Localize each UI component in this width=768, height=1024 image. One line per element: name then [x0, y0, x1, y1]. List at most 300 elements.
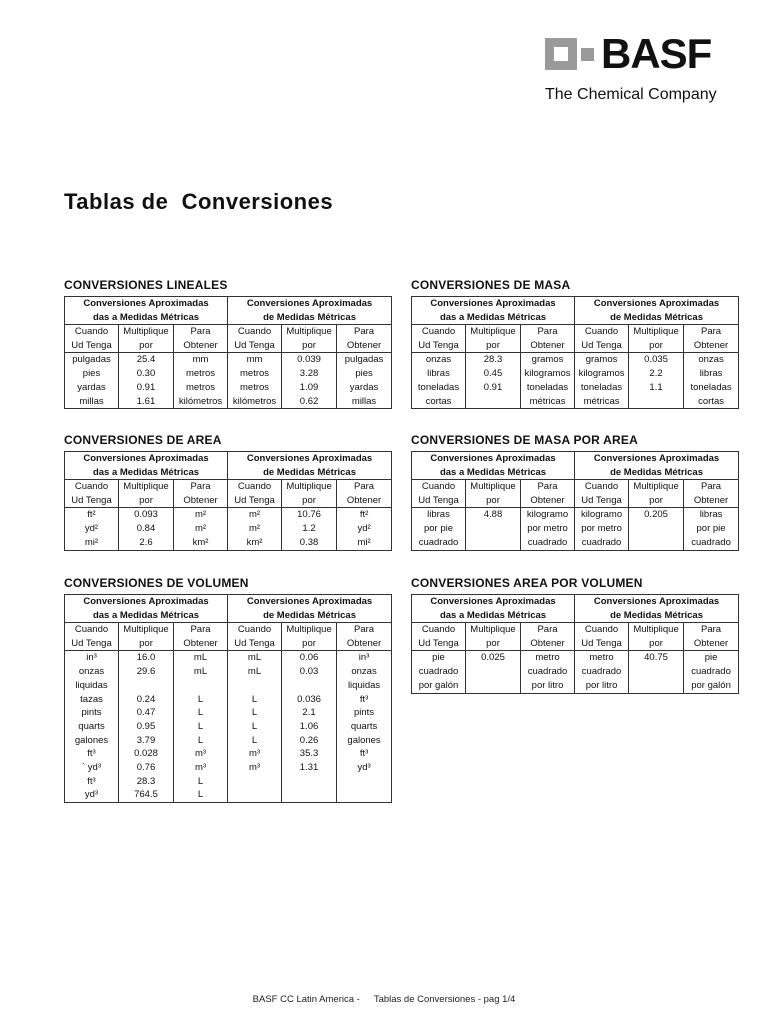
table-cell: cuadrado	[684, 665, 739, 679]
table-row	[65, 522, 392, 536]
group-header-line: Conversiones Aproximadas	[83, 298, 209, 309]
table-cell: mL	[174, 665, 228, 679]
group-header-line: Conversiones Aproximadas	[593, 298, 720, 309]
table-cell: 29.6	[119, 665, 174, 679]
table-cell	[466, 679, 521, 693]
column-header: Multiplique	[629, 325, 684, 339]
table-cell	[629, 665, 684, 679]
group-header-line: Conversiones Aproximadas	[430, 298, 556, 309]
table-cell: yd³	[65, 788, 119, 802]
group-header-right	[575, 297, 739, 325]
column-header: Cuando	[412, 623, 466, 637]
column-header: por	[466, 339, 521, 353]
section-lineales	[64, 278, 391, 409]
table-row	[65, 747, 392, 761]
table-cell	[629, 679, 684, 693]
table-cell: 0.039	[282, 353, 337, 367]
logo-square-small	[581, 48, 594, 61]
column-header: por	[629, 637, 684, 651]
section-area-por-volumen	[411, 576, 738, 694]
column-header: Cuando	[575, 480, 629, 494]
table-cell: kilómetros	[174, 395, 228, 409]
table-cell: in³	[65, 651, 119, 665]
table-cell: ft³	[65, 747, 119, 761]
column-header: Multiplique	[466, 325, 521, 339]
table-cell: por litro	[575, 679, 629, 693]
table-cell: 0.45	[466, 367, 521, 381]
table-cell: pies	[337, 367, 392, 381]
column-header: Ud Tenga	[228, 339, 282, 353]
table-cell: 2.6	[119, 536, 174, 550]
table-cell: ` yd³	[65, 761, 119, 775]
column-header: Cuando	[575, 623, 629, 637]
table-row	[412, 381, 739, 395]
table-cell: 2.1	[282, 706, 337, 720]
table-cell: metros	[174, 367, 228, 381]
table-cell: por litro	[521, 679, 575, 693]
section-title: CONVERSIONES DE AREA	[64, 433, 222, 447]
group-header-right	[575, 452, 739, 480]
group-header-line: Conversiones Aproximadas	[593, 596, 720, 607]
table-cell: in³	[337, 651, 392, 665]
column-header: Ud Tenga	[228, 637, 282, 651]
table-row	[65, 761, 392, 775]
group-header-right	[228, 452, 392, 480]
table-cell: liquidas	[65, 679, 119, 693]
table-cell: 3.28	[282, 367, 337, 381]
footer-right: Tablas de Conversiones - pag 1/4	[373, 994, 516, 1005]
table-cell: metros	[174, 381, 228, 395]
table-cell: cuadrado	[575, 665, 629, 679]
table-cell	[466, 522, 521, 536]
table-row	[412, 522, 739, 536]
table-cell: yd³	[337, 761, 392, 775]
conversion-table	[64, 451, 392, 551]
table-cell	[282, 775, 337, 789]
table-cell: 1.06	[282, 720, 337, 734]
group-header-right	[228, 297, 392, 325]
table-cell	[282, 679, 337, 693]
table-cell: ft²	[337, 508, 392, 522]
table-cell: cuadrado	[684, 536, 739, 550]
table-cell: 1.1	[629, 381, 684, 395]
table-cell: toneladas	[521, 381, 575, 395]
table-cell: cortas	[412, 395, 466, 409]
column-header: Obtener	[521, 339, 575, 353]
table-cell	[228, 788, 282, 802]
section-masa	[411, 278, 738, 409]
table-cell: m²	[228, 508, 282, 522]
table-cell	[282, 788, 337, 802]
table-cell: 2.2	[629, 367, 684, 381]
table-cell: 0.028	[119, 747, 174, 761]
table-row	[65, 665, 392, 679]
table-cell: m³	[174, 747, 228, 761]
table-row	[65, 693, 392, 707]
column-header: Ud Tenga	[228, 494, 282, 508]
table-cell: km²	[228, 536, 282, 550]
column-header: Obtener	[337, 339, 392, 353]
table-row	[65, 367, 392, 381]
column-header: por	[629, 494, 684, 508]
table-cell: 0.06	[282, 651, 337, 665]
table-cell: toneladas	[575, 381, 629, 395]
column-header: Multiplique	[466, 623, 521, 637]
column-header: Para	[174, 480, 228, 494]
table-cell: ft³	[337, 747, 392, 761]
column-header: por	[119, 637, 174, 651]
column-header: Obtener	[337, 494, 392, 508]
table-cell: métricas	[575, 395, 629, 409]
group-header-left	[412, 595, 575, 623]
table-cell: km²	[174, 536, 228, 550]
table-cell: 10.76	[282, 508, 337, 522]
table-row	[65, 706, 392, 720]
table-cell: L	[174, 706, 228, 720]
column-header: Obtener	[684, 494, 739, 508]
conversion-table	[64, 594, 392, 803]
table-cell: onzas	[684, 353, 739, 367]
column-header: por	[629, 339, 684, 353]
logo-wordmark: BASF	[601, 30, 712, 77]
table-cell: 0.205	[629, 508, 684, 522]
column-header: Ud Tenga	[575, 637, 629, 651]
column-header: Multiplique	[119, 325, 174, 339]
group-header-line: das a Medidas Métricas	[439, 311, 547, 323]
table-row	[65, 775, 392, 789]
table-cell	[337, 775, 392, 789]
table-cell: metro	[521, 651, 575, 665]
table-cell: por pie	[412, 522, 466, 536]
group-header-left	[65, 297, 228, 325]
conversion-table	[411, 296, 739, 409]
table-cell: libras	[412, 508, 466, 522]
table-cell: 1.2	[282, 522, 337, 536]
column-header: Obtener	[337, 637, 392, 651]
group-header-line: Conversiones Aproximadas	[246, 298, 373, 309]
column-header: Multiplique	[282, 325, 337, 339]
table-row	[65, 395, 392, 409]
column-header: Ud Tenga	[65, 494, 119, 508]
table-cell: pulgadas	[337, 353, 392, 367]
table-cell: 0.91	[119, 381, 174, 395]
column-header: Para	[684, 325, 739, 339]
table-cell: L	[228, 706, 282, 720]
group-header-line: Conversiones Aproximadas	[246, 453, 373, 464]
table-cell: cuadrado	[521, 536, 575, 550]
column-header: por	[282, 494, 337, 508]
column-header: Ud Tenga	[412, 339, 466, 353]
section-title: CONVERSIONES LINEALES	[64, 278, 228, 292]
table-cell: metro	[575, 651, 629, 665]
table-cell: 0.38	[282, 536, 337, 550]
table-cell: pie	[412, 651, 466, 665]
table-row	[65, 734, 392, 748]
table-cell	[629, 395, 684, 409]
group-header-line: Conversiones Aproximadas	[430, 596, 556, 607]
table-cell: pints	[337, 706, 392, 720]
table-cell: yardas	[337, 381, 392, 395]
table-cell: 0.26	[282, 734, 337, 748]
column-header: Para	[337, 623, 392, 637]
table-cell: toneladas	[412, 381, 466, 395]
column-header: Multiplique	[629, 480, 684, 494]
table-cell: 764.5	[119, 788, 174, 802]
table-cell: por metro	[575, 522, 629, 536]
table-cell: metros	[228, 381, 282, 395]
table-row	[65, 788, 392, 802]
column-header: Obtener	[174, 637, 228, 651]
table-cell	[119, 679, 174, 693]
table-cell: 28.3	[119, 775, 174, 789]
table-cell: pulgadas	[65, 353, 119, 367]
table-cell	[629, 536, 684, 550]
column-header: Ud Tenga	[65, 637, 119, 651]
table-cell: kilogramos	[575, 367, 629, 381]
table-cell: yd²	[337, 522, 392, 536]
table-cell: 4.88	[466, 508, 521, 522]
column-header: Multiplique	[629, 623, 684, 637]
group-header-line: de Medidas Métricas	[610, 466, 703, 478]
group-header-right	[575, 595, 739, 623]
logo-tagline: The Chemical Company	[545, 86, 717, 103]
table-cell: mL	[174, 651, 228, 665]
table-cell: 0.62	[282, 395, 337, 409]
table-cell: 0.03	[282, 665, 337, 679]
table-row	[65, 536, 392, 550]
table-cell: 0.093	[119, 508, 174, 522]
column-header: Para	[174, 623, 228, 637]
conversion-table	[64, 296, 392, 409]
logo-square-large	[545, 38, 577, 70]
group-header-line: das a Medidas Métricas	[439, 466, 547, 478]
table-cell: 0.035	[629, 353, 684, 367]
section-title: CONVERSIONES AREA POR VOLUMEN	[411, 576, 643, 590]
table-cell: ft³	[337, 693, 392, 707]
table-cell: onzas	[65, 665, 119, 679]
column-header: Para	[521, 325, 575, 339]
column-header: por	[282, 637, 337, 651]
table-cell: kilogramo	[575, 508, 629, 522]
table-cell	[466, 665, 521, 679]
table-cell: cuadrado	[412, 665, 466, 679]
footer-left: BASF CC Latin America -	[252, 994, 360, 1005]
table-row	[65, 651, 392, 665]
table-cell: gramos	[521, 353, 575, 367]
table-cell: L	[174, 734, 228, 748]
column-header: Cuando	[65, 325, 119, 339]
column-header: Cuando	[228, 325, 282, 339]
table-cell: quarts	[65, 720, 119, 734]
table-row	[65, 381, 392, 395]
table-cell: galones	[337, 734, 392, 748]
table-cell	[466, 395, 521, 409]
table-cell: 0.24	[119, 693, 174, 707]
column-header: Obtener	[684, 637, 739, 651]
table-cell: yardas	[65, 381, 119, 395]
table-cell: pies	[65, 367, 119, 381]
column-header: por	[466, 494, 521, 508]
table-cell: cortas	[684, 395, 739, 409]
group-header-line: de Medidas Métricas	[610, 311, 703, 323]
table-cell: onzas	[337, 665, 392, 679]
table-cell	[629, 522, 684, 536]
table-cell: 0.84	[119, 522, 174, 536]
column-header: por	[119, 339, 174, 353]
column-header: Multiplique	[119, 623, 174, 637]
conversion-table	[411, 594, 739, 694]
group-header-line: de Medidas Métricas	[263, 609, 356, 621]
group-header-line: Conversiones Aproximadas	[83, 596, 209, 607]
table-row	[65, 679, 392, 693]
table-cell: pints	[65, 706, 119, 720]
table-cell: liquidas	[337, 679, 392, 693]
table-cell: libras	[684, 367, 739, 381]
table-cell: m²	[174, 522, 228, 536]
column-header: Ud Tenga	[412, 494, 466, 508]
table-cell: 1.31	[282, 761, 337, 775]
column-header: Multiplique	[119, 480, 174, 494]
group-header-line: de Medidas Métricas	[610, 609, 703, 621]
table-cell: L	[174, 788, 228, 802]
table-cell: 35.3	[282, 747, 337, 761]
table-cell: m³	[174, 761, 228, 775]
page-footer	[0, 994, 768, 1005]
table-cell: L	[174, 775, 228, 789]
table-cell: kilómetros	[228, 395, 282, 409]
column-header: Para	[684, 623, 739, 637]
table-cell: libras	[684, 508, 739, 522]
table-cell: mm	[228, 353, 282, 367]
column-header: Para	[521, 623, 575, 637]
column-header: Ud Tenga	[412, 637, 466, 651]
column-header: Obtener	[174, 339, 228, 353]
table-cell: m²	[174, 508, 228, 522]
table-row	[412, 395, 739, 409]
table-cell: 1.09	[282, 381, 337, 395]
column-header: Cuando	[65, 623, 119, 637]
table-cell: quarts	[337, 720, 392, 734]
table-row	[412, 651, 739, 665]
table-row	[65, 353, 392, 367]
group-header-line: das a Medidas Métricas	[439, 609, 547, 621]
table-cell: ft²	[65, 508, 119, 522]
section-title: CONVERSIONES DE VOLUMEN	[64, 576, 249, 590]
column-header: Cuando	[228, 480, 282, 494]
section-title: CONVERSIONES DE MASA POR AREA	[411, 433, 638, 447]
group-header-line: Conversiones Aproximadas	[593, 453, 720, 464]
table-cell: tazas	[65, 693, 119, 707]
table-cell: mm	[174, 353, 228, 367]
table-cell: L	[228, 693, 282, 707]
column-header: Ud Tenga	[575, 339, 629, 353]
table-cell: metros	[228, 367, 282, 381]
column-header: Cuando	[412, 480, 466, 494]
table-cell: L	[174, 693, 228, 707]
table-cell: kilogramo	[521, 508, 575, 522]
table-cell	[228, 679, 282, 693]
group-header-right	[228, 595, 392, 623]
group-header-left	[65, 452, 228, 480]
column-header: Cuando	[65, 480, 119, 494]
group-header-line: das a Medidas Métricas	[92, 466, 200, 478]
table-cell: 0.025	[466, 651, 521, 665]
table-cell: mL	[228, 665, 282, 679]
column-header: Ud Tenga	[65, 339, 119, 353]
table-row	[412, 665, 739, 679]
group-header-line: das a Medidas Métricas	[92, 311, 200, 323]
table-cell: m³	[228, 761, 282, 775]
table-cell: 16.0	[119, 651, 174, 665]
column-header: Multiplique	[282, 480, 337, 494]
table-cell: por galón	[684, 679, 739, 693]
table-cell: por pie	[684, 522, 739, 536]
table-cell: yd²	[65, 522, 119, 536]
table-cell	[228, 775, 282, 789]
column-header: Obtener	[521, 494, 575, 508]
table-cell: m²	[228, 522, 282, 536]
table-cell: 0.76	[119, 761, 174, 775]
column-header: Para	[521, 480, 575, 494]
table-row	[65, 508, 392, 522]
table-cell: libras	[412, 367, 466, 381]
column-header: Para	[684, 480, 739, 494]
table-row	[412, 679, 739, 693]
column-header: Obtener	[521, 637, 575, 651]
table-cell: por metro	[521, 522, 575, 536]
column-header: Obtener	[684, 339, 739, 353]
table-row	[65, 720, 392, 734]
group-header-left	[412, 297, 575, 325]
table-cell: cuadrado	[575, 536, 629, 550]
column-header: Cuando	[228, 623, 282, 637]
table-cell	[174, 679, 228, 693]
column-header: Ud Tenga	[575, 494, 629, 508]
table-cell: L	[228, 734, 282, 748]
group-header-line: de Medidas Métricas	[263, 466, 356, 478]
table-cell: 1.61	[119, 395, 174, 409]
table-row	[412, 353, 739, 367]
section-area	[64, 433, 391, 551]
table-cell: ft³	[65, 775, 119, 789]
table-cell: millas	[65, 395, 119, 409]
table-cell: mi²	[65, 536, 119, 550]
column-header: por	[466, 637, 521, 651]
column-header: por	[282, 339, 337, 353]
page-title: Tablas de Conversiones	[64, 189, 334, 214]
table-cell: métricas	[521, 395, 575, 409]
group-header-line: das a Medidas Métricas	[92, 609, 200, 621]
column-header: Obtener	[174, 494, 228, 508]
table-cell: 0.47	[119, 706, 174, 720]
section-masa-por-area	[411, 433, 738, 551]
table-cell: 40.75	[629, 651, 684, 665]
column-header: Para	[337, 325, 392, 339]
group-header-line: de Medidas Métricas	[263, 311, 356, 323]
table-cell: cuadrado	[412, 536, 466, 550]
table-cell: por galón	[412, 679, 466, 693]
basf-logo	[545, 30, 735, 108]
section-title: CONVERSIONES DE MASA	[411, 278, 571, 292]
table-cell: 0.036	[282, 693, 337, 707]
group-header-line: Conversiones Aproximadas	[246, 596, 373, 607]
table-cell: toneladas	[684, 381, 739, 395]
table-cell: gramos	[575, 353, 629, 367]
column-header: Cuando	[412, 325, 466, 339]
table-cell: galones	[65, 734, 119, 748]
group-header-left	[65, 595, 228, 623]
group-header-line: Conversiones Aproximadas	[83, 453, 209, 464]
